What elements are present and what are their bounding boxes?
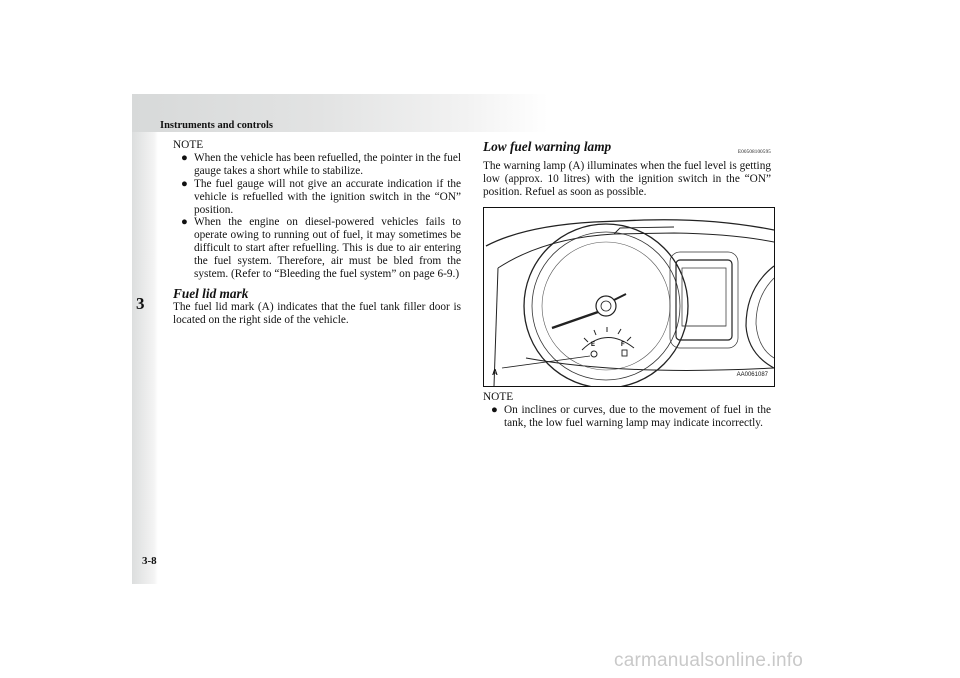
left-column — [173, 139, 461, 327]
right-column — [483, 139, 771, 429]
chapter-tab — [132, 132, 158, 584]
chapter-number: 3 — [136, 294, 145, 313]
gauge-f-label: F — [621, 341, 625, 348]
note-text: On inclines or curves, due to the movement of fuel in the tank, the low fuel warning lamp may indicate incorrectly. — [504, 403, 771, 429]
gauge-e-label: E — [591, 341, 596, 348]
instrument-cluster-illustration — [484, 208, 774, 386]
bullet-icon: ● — [181, 177, 188, 190]
note-item — [181, 216, 461, 281]
figure-code: AA0061087 — [736, 371, 768, 378]
bullet-icon: ● — [491, 403, 498, 416]
fuel-lid-heading: Fuel lid mark — [173, 285, 249, 301]
fuel-lid-text: The fuel lid mark (A) indicates that the fuel tank filler door is located on the right side of the vehicle. — [173, 300, 461, 326]
note-item — [181, 178, 461, 217]
callout-line — [502, 356, 590, 368]
note-label: NOTE — [483, 390, 514, 403]
instrument-figure — [483, 207, 775, 387]
section-code: E00508100595 — [738, 150, 771, 156]
code-row — [483, 150, 771, 160]
note-label: NOTE — [173, 139, 204, 151]
watermark: carmanualsonline.info — [614, 650, 804, 671]
note-list — [491, 404, 771, 430]
note-text: The fuel gauge will not give an accurate indication if the vehicle is refuelled with the ignition switch in the “ON” position. — [194, 177, 461, 216]
bullet-icon: ● — [181, 151, 188, 164]
note-list — [181, 152, 461, 281]
page-number: 3-8 — [142, 555, 157, 567]
note-item — [491, 404, 771, 430]
fuel-pump-icon — [622, 350, 627, 356]
warning-lamp-icon — [591, 351, 597, 357]
figure-label-a: A — [492, 367, 498, 377]
heading-row — [483, 139, 771, 154]
note-item — [181, 152, 461, 178]
low-fuel-heading: Low fuel warning lamp — [483, 139, 612, 154]
bullet-icon: ● — [181, 216, 188, 229]
note-text: When the vehicle has been refuelled, the pointer in the fuel gauge takes a short while to stabilize. — [194, 151, 461, 177]
note-text: When the engine on diesel-powered vehicles fails to operate owing to running out of fuel, it may sometimes be difficult to start after refuelling. This is due to air entering the fuel system. Therefore, air must be bled from the system. (Refer to “Bleeding the fuel system” on page 6-9.) — [194, 216, 461, 281]
running-head: Instruments and controls — [160, 120, 273, 131]
low-fuel-text: The warning lamp (A) illuminates when the fuel level is getting low (approx. 10 litres) with the ignition switch in the “ON” position. Refuel as soon as possible. — [483, 160, 771, 198]
